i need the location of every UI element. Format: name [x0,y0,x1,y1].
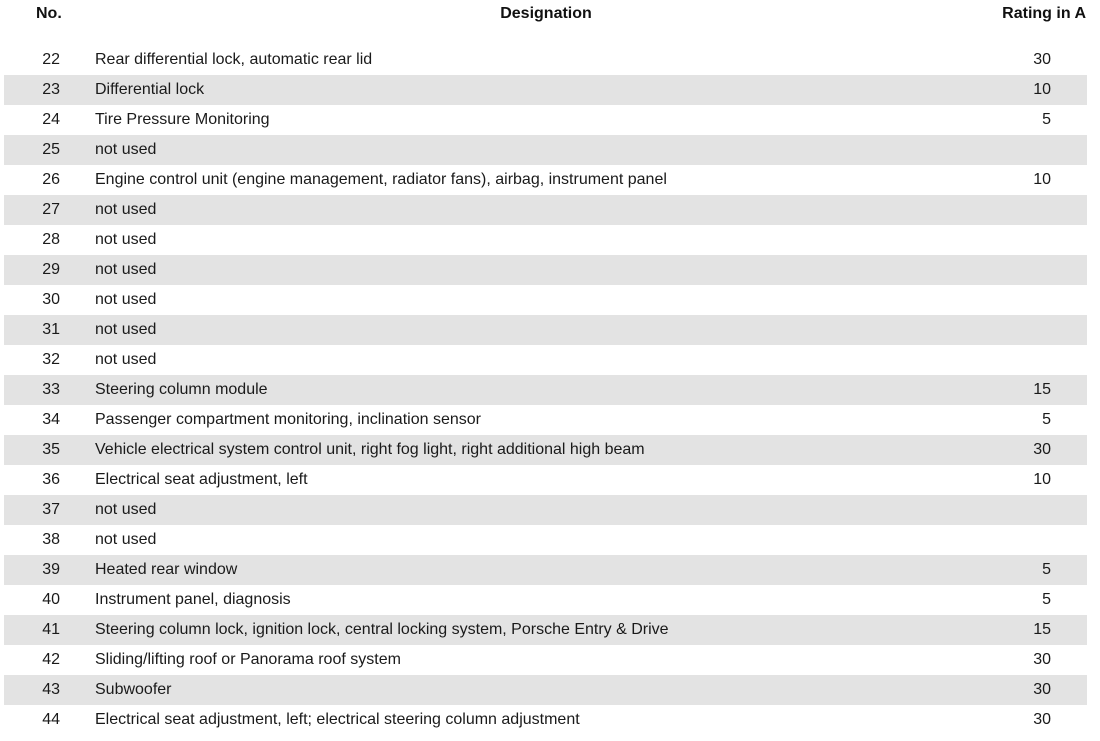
fuse-designation: Vehicle electrical system control unit, right fog light, right additional high beam [95,441,645,458]
table-row [4,255,1087,285]
fuse-designation: not used [95,261,157,278]
fuse-number: 30 [42,291,60,308]
table-row [4,405,1087,435]
fuse-number: 35 [42,441,60,458]
table-row [4,315,1087,345]
fuse-number: 32 [42,351,60,368]
column-header-no: No. [36,5,62,22]
table-row [4,135,1087,165]
fuse-rating: 30 [1033,681,1051,698]
fuse-number: 38 [42,531,60,548]
fuse-number: 25 [42,141,60,158]
fuse-designation: not used [95,291,157,308]
fuse-rating: 30 [1033,441,1051,458]
table-row [4,555,1087,585]
table-row [4,375,1087,405]
fuse-number: 33 [42,381,60,398]
table-row [4,525,1087,555]
fuse-designation: Electrical seat adjustment, left; electrical steering column adjustment [95,711,580,728]
table-row [4,615,1087,645]
table-row [4,75,1087,105]
fuse-number: 22 [42,51,60,68]
fuse-number: 34 [42,411,60,428]
table-row [4,105,1087,135]
fuse-number: 42 [42,651,60,668]
fuse-rating: 15 [1033,381,1051,398]
table-row [4,435,1087,465]
fuse-number: 36 [42,471,60,488]
fuse-designation: Passenger compartment monitoring, inclination sensor [95,411,481,428]
fuse-number: 28 [42,231,60,248]
table-row [4,585,1087,615]
column-header-rating: Rating in A [1002,5,1086,22]
fuse-designation: Differential lock [95,81,205,98]
fuse-number: 26 [42,171,60,188]
fuse-designation: not used [95,231,157,248]
fuse-designation: Steering column lock, ignition lock, central locking system, Porsche Entry & Drive [95,621,669,638]
fuse-number: 41 [42,621,60,638]
column-header-designation: Designation [500,5,592,22]
fuse-rating: 10 [1033,471,1051,488]
fuse-number: 29 [42,261,60,278]
fuse-designation: Instrument panel, diagnosis [95,591,291,608]
fuse-number: 39 [42,561,60,578]
fuse-designation: not used [95,531,157,548]
table-row [4,675,1087,705]
fuse-designation: not used [95,201,157,218]
table-row [4,45,1087,75]
fuse-designation: Subwoofer [95,681,172,698]
fuse-designation: not used [95,501,157,518]
fuse-designation: not used [95,321,157,338]
fuse-rating: 30 [1033,651,1051,668]
fuse-designation: Electrical seat adjustment, left [95,471,308,488]
fuse-number: 31 [42,321,60,338]
fuse-rating: 30 [1033,711,1051,728]
fuse-designation: Engine control unit (engine management, radiator fans), airbag, instrument panel [95,171,667,188]
fuse-rating: 15 [1033,621,1051,638]
fuse-number: 23 [42,81,60,98]
fuse-designation: Steering column module [95,381,268,398]
fuse-designation: Tire Pressure Monitoring [95,111,270,128]
table-row [4,285,1087,315]
fuse-number: 24 [42,111,60,128]
fuse-rating: 10 [1033,171,1051,188]
table-row [4,645,1087,675]
table-row [4,345,1087,375]
fuse-rating: 30 [1033,51,1051,68]
table-row [4,705,1087,735]
table-row [4,195,1087,225]
table-row [4,495,1087,525]
table-row [4,225,1087,255]
fuse-number: 40 [42,591,60,608]
fuse-rating: 5 [1042,591,1051,608]
fuse-number: 37 [42,501,60,518]
table-header [0,0,1100,30]
fuse-rating: 5 [1042,411,1051,428]
fuse-rating: 10 [1033,81,1051,98]
fuse-designation: Sliding/lifting roof or Panorama roof system [95,651,401,668]
fuse-designation: not used [95,141,157,158]
fuse-number: 27 [42,201,60,218]
fuse-designation: Heated rear window [95,561,238,578]
fuse-rating: 5 [1042,111,1051,128]
table-row [4,465,1087,495]
table-row [4,165,1087,195]
fuse-number: 44 [42,711,60,728]
fuse-designation: Rear differential lock, automatic rear lid [95,51,373,68]
fuse-number: 43 [42,681,60,698]
fuse-rating: 5 [1042,561,1051,578]
fuse-designation: not used [95,351,157,368]
fuse-table [4,45,1087,735]
